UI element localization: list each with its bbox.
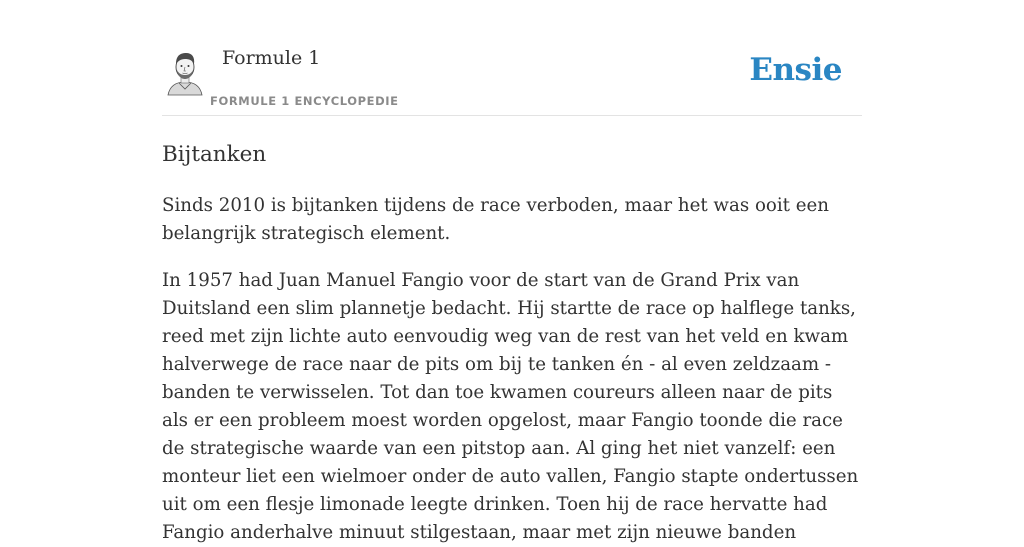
- site-subtitle: FORMULE 1 ENCYCLOPEDIE: [210, 94, 399, 108]
- portrait-sketch-icon: [165, 49, 205, 95]
- site-header: [162, 40, 862, 116]
- article-title: Bijtanken: [162, 142, 267, 167]
- avatar[interactable]: [165, 49, 205, 95]
- site-name[interactable]: Formule 1: [222, 47, 321, 69]
- article-paragraph: In 1957 had Juan Manuel Fangio voor de start van de Grand Prix van Duitsland een slim plannetje bedacht. Hij startte de race op halflege tanks, reed met zijn lichte auto eenvoudig weg van de rest van het veld en kwam halverwege de race naar de pits om bij te tanken én - al even zeldzaam - banden te verwisselen. Tot dan toe kwamen coureurs alleen naar de pits als er een probleem moest worden opgelost, maar Fangio toonde die race de strategische waarde van een pitstop aan. Al ging het niet vanzelf: een monteur liet een wielmoer onder de auto vallen, Fangio stapte ondertussen uit om een flesje limonade leegte drinken. Toen hij de race hervatte had Fangio anderhalve minuut stilgestaan, maar met zijn nieuwe banden: [162, 270, 859, 543]
- brand-logo[interactable]: Ensie: [749, 52, 842, 88]
- article-paragraph: Sinds 2010 is bijtanken tijdens de race verboden, maar het was ooit een belangrijk strategisch element.: [162, 195, 829, 244]
